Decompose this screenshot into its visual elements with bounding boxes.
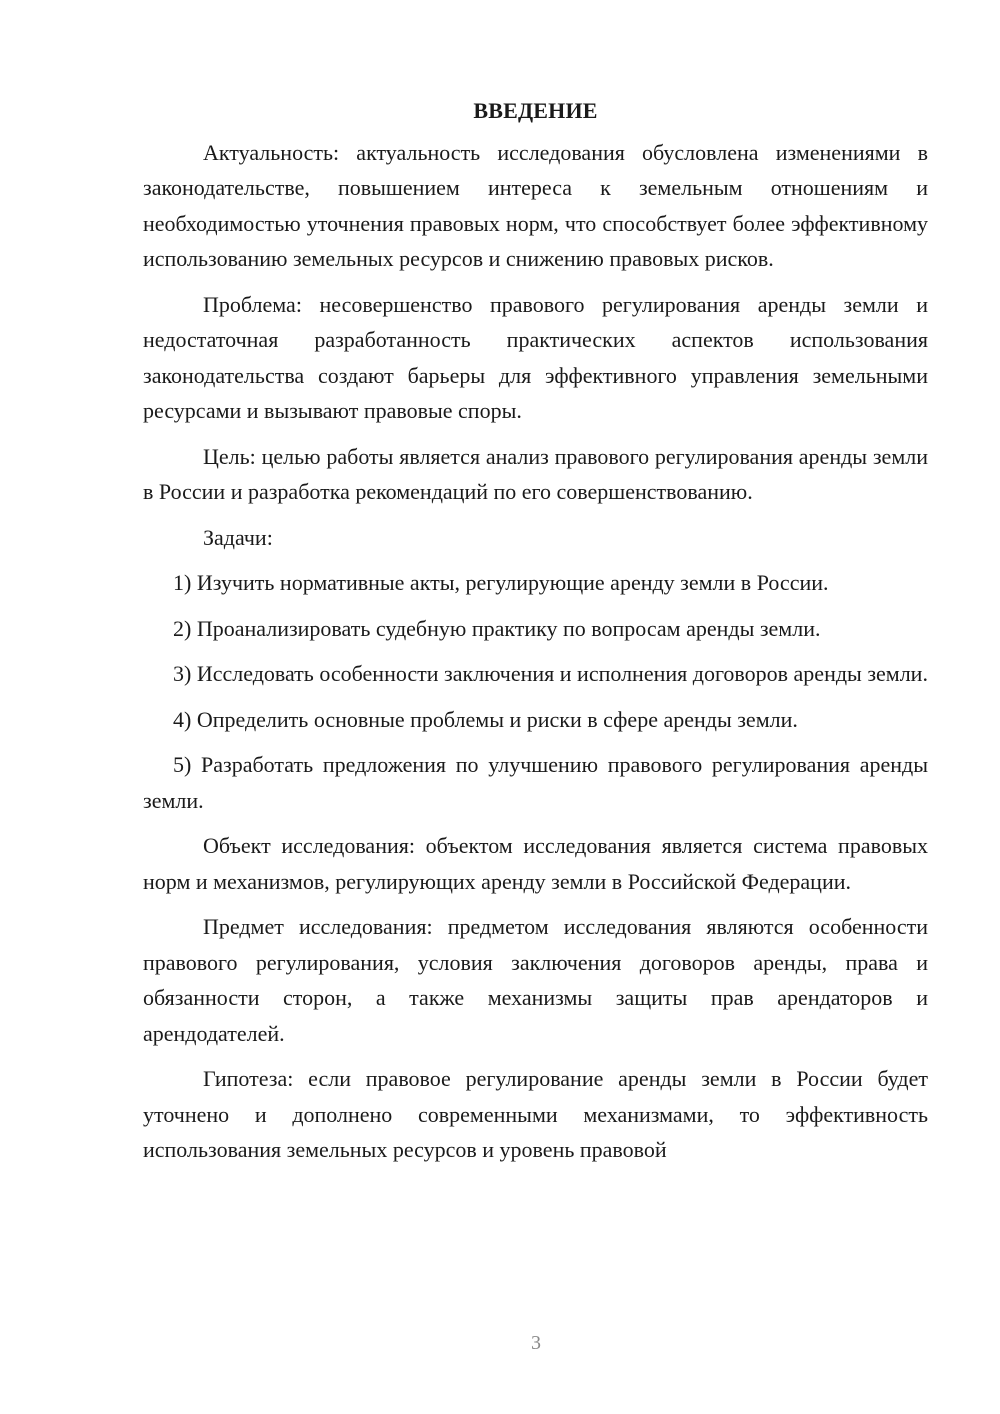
- paragraph-hypothesis: Гипотеза: если правовое регулирование аренды земли в России будет уточнено и дополнено современными механизмами, то эффективность использования земельных ресурсов и уровень правовой: [143, 1066, 928, 1162]
- task-item-2: 2) Проанализировать судебную практику по вопросам аренды земли.: [173, 615, 821, 641]
- section-title: ВВЕДЕНИЕ: [473, 98, 598, 123]
- task-item-5: 5) Разработать предложения по улучшению правового регулирования аренды земли.: [143, 752, 928, 813]
- paragraph-object: Объект исследования: объектом исследования является система правовых норм и механизмов, регулирующих аренду земли в Российской Федерации.: [143, 833, 928, 894]
- task-item-3: 3) Исследовать особенности заключения и исполнения договоров аренды земли.: [173, 661, 928, 686]
- paragraph-relevance: Актуальность: актуальность исследования обусловлена изменениями в законодательстве, повышением интереса к земельным отношениям и необходимостью уточнения правовых норм, что способствует более эффективному использованию земельных ресурсов и снижению правовых рисков.: [143, 139, 928, 271]
- paragraph-goal: Цель: целью работы является анализ правового регулирования аренды земли в России и разработка рекомендаций по его совершенствованию.: [143, 443, 928, 504]
- paragraph-subject: Предмет исследования: предметом исследования являются особенности правового регулирования, условия заключения договоров аренды, права и обязанности сторон, а также механизмы защиты прав арендаторов и арендодателей.: [143, 914, 928, 1046]
- page-number: 3: [531, 1332, 541, 1354]
- paragraph-problem: Проблема: несовершенство правового регулирования аренды земли и недостаточная разработанность практических аспектов использования законодательства создают барьеры для эффективного управления земельными ресурсами и вызывают правовые споры.: [143, 291, 928, 423]
- task-item-4: 4) Определить основные проблемы и риски в сфере аренды земли.: [173, 706, 798, 732]
- page-content: [143, 93, 928, 1178]
- tasks-heading: Задачи:: [203, 524, 273, 550]
- task-item-1: 1) Изучить нормативные акты, регулирующие аренду земли в России.: [173, 570, 829, 595]
